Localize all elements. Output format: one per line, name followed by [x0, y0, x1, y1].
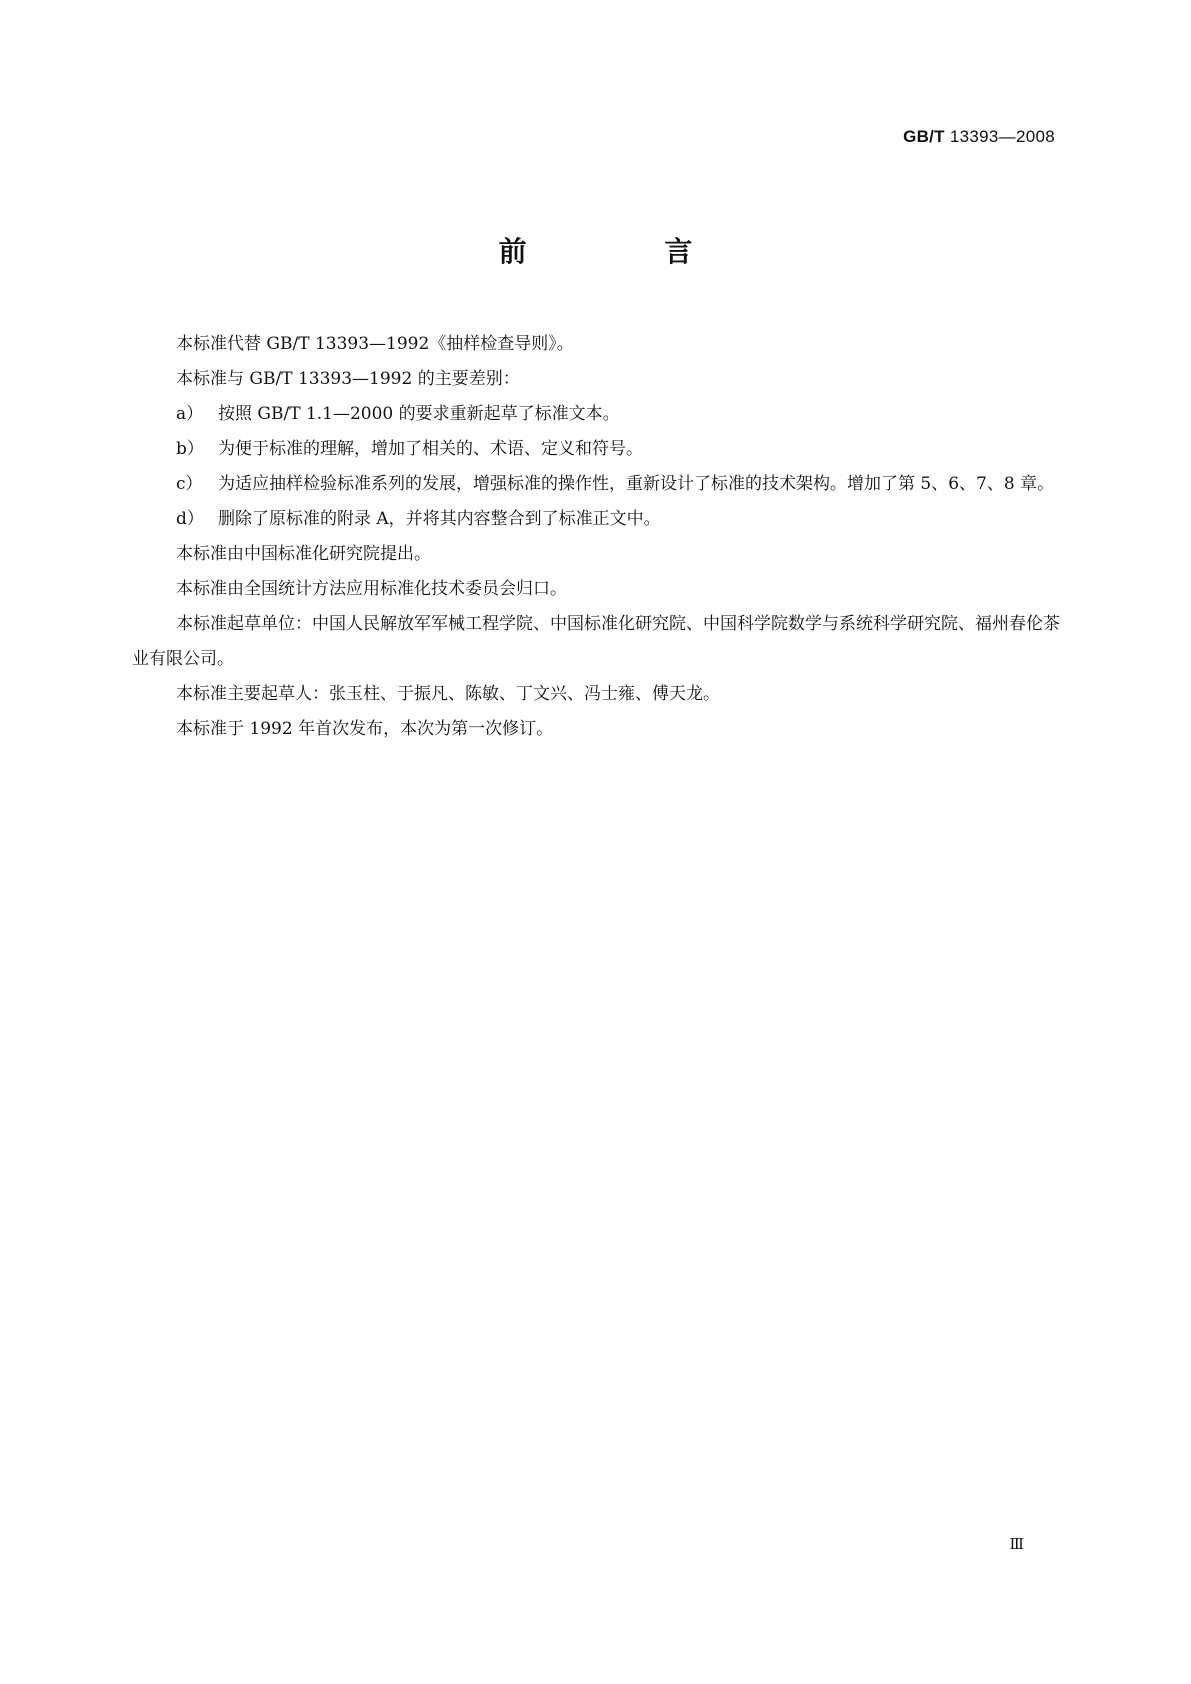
list-marker: c） [176, 474, 203, 494]
paragraph-differences-intro: 本标准与 GB/T 13393—1992 的主要差别： [176, 369, 520, 389]
page-title: 前 言 [498, 235, 757, 268]
list-item [132, 502, 1062, 537]
list-item-text: 为便于标准的理解，增加了相关的、术语、定义和符号。 [218, 439, 643, 459]
foreword-body [132, 327, 1062, 747]
paragraph-centralized: 本标准由全国统计方法应用标准化技术委员会归口。 [176, 579, 567, 599]
list-item-text: 为适应抽样检验标准系列的发展，增强标准的操作性，重新设计了标准的技术架构。增加了第 5、6、7、8 章。 [218, 474, 1055, 494]
standard-number: 13393—2008 [949, 127, 1055, 146]
list-item [132, 397, 1062, 432]
list-item-text: 按照 GB/T 1.1—2000 的要求重新起草了标准文本。 [218, 404, 620, 424]
paragraph-history: 本标准于 1992 年首次发布，本次为第一次修订。 [176, 719, 554, 739]
paragraph-drafters: 本标准主要起草人：张玉柱、于振凡、陈敏、丁文兴、冯士雍、傅天龙。 [176, 684, 720, 704]
page-number: Ⅲ [1009, 1535, 1024, 1553]
list-item [132, 432, 1062, 467]
list-marker: d） [176, 509, 204, 529]
list-marker: b） [176, 439, 204, 459]
list-item-text: 删除了原标准的附录 A，并将其内容整合到了标准正文中。 [218, 509, 661, 529]
paragraph-replaces: 本标准代替 GB/T 13393—1992《抽样检查导则》。 [176, 334, 574, 354]
document-code [903, 127, 1055, 147]
paragraph-proposer: 本标准由中国标准化研究院提出。 [176, 544, 431, 564]
list-marker: a） [176, 404, 204, 424]
list-item [132, 467, 1062, 502]
paragraph-drafting-units: 本标准起草单位：中国人民解放军军械工程学院、中国标准化研究院、中国科学院数学与系统科学研究院、福州春伦茶业有限公司。 [132, 614, 1060, 669]
standard-prefix: GB/T [903, 127, 945, 146]
